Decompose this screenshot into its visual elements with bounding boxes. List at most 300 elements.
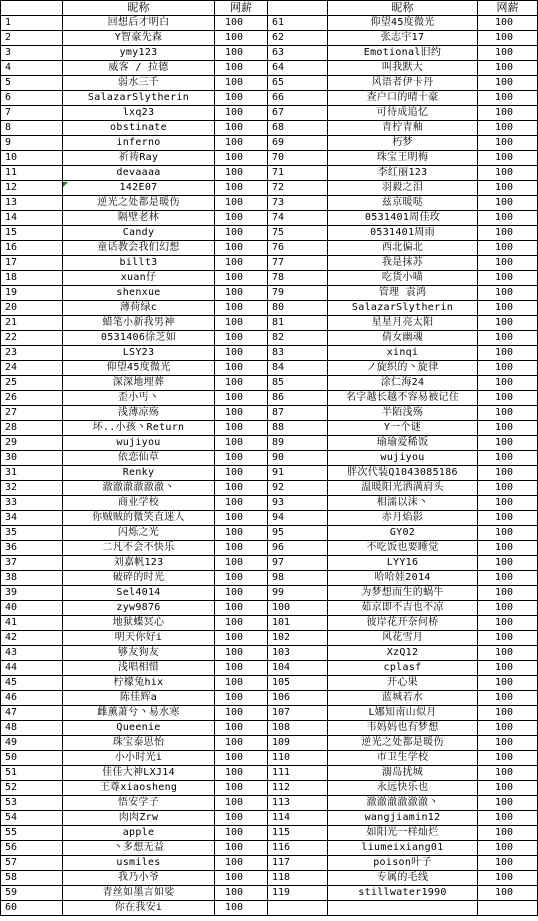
cell-salary[interactable]: 100 [478,286,538,301]
cell-nickname[interactable]: lxq23 [63,106,215,121]
cell-rank[interactable]: 35 [1,526,63,541]
cell-nickname[interactable]: 仰望45度微光 [63,361,215,376]
cell-salary[interactable] [478,901,538,916]
cell-salary[interactable]: 100 [478,166,538,181]
cell-nickname[interactable]: Sel4014 [63,586,215,601]
cell-salary[interactable]: 100 [478,421,538,436]
cell-salary[interactable]: 100 [215,691,268,706]
cell-salary[interactable]: 100 [478,736,538,751]
cell-salary[interactable]: 100 [478,406,538,421]
cell-rank[interactable]: 78 [268,271,328,286]
cell-salary[interactable]: 100 [478,76,538,91]
cell-salary[interactable]: 100 [478,841,538,856]
cell-nickname[interactable]: 仰望45度微光 [328,16,478,31]
cell-salary[interactable]: 100 [215,196,268,211]
cell-rank[interactable]: 3 [1,46,63,61]
cell-rank[interactable]: 41 [1,616,63,631]
cell-rank[interactable]: 17 [1,256,63,271]
cell-salary[interactable]: 100 [478,331,538,346]
cell-nickname[interactable]: stillwater1990 [328,886,478,901]
cell-nickname[interactable]: 半陌浅殇 [328,406,478,421]
cell-nickname[interactable]: 刘嘉帆123 [63,556,215,571]
cell-salary[interactable]: 100 [215,676,268,691]
cell-nickname[interactable]: SalazarSlytherin [63,91,215,106]
cell-rank[interactable]: 22 [1,331,63,346]
cell-nickname[interactable]: 破碎的时光 [63,571,215,586]
cell-rank[interactable]: 2 [1,31,63,46]
cell-nickname[interactable]: 羽毅之泪 [328,181,478,196]
cell-nickname[interactable]: 开心果 [328,676,478,691]
cell-rank[interactable]: 97 [268,556,328,571]
cell-rank[interactable]: 71 [268,166,328,181]
cell-nickname[interactable]: xuan仔 [63,271,215,286]
cell-nickname[interactable]: poison叶子 [328,856,478,871]
cell-nickname[interactable]: Emotional旧约 [328,46,478,61]
cell-rank[interactable]: 65 [268,76,328,91]
cell-rank[interactable]: 118 [268,871,328,886]
cell-rank[interactable]: 89 [268,436,328,451]
cell-nickname[interactable]: 蓝城若水 [328,691,478,706]
cell-rank[interactable]: 81 [268,316,328,331]
cell-salary[interactable]: 100 [478,676,538,691]
cell-rank[interactable]: 16 [1,241,63,256]
cell-rank[interactable]: 111 [268,766,328,781]
cell-rank[interactable]: 110 [268,751,328,766]
cell-rank[interactable]: 31 [1,466,63,481]
cell-rank[interactable]: 102 [268,631,328,646]
cell-nickname[interactable]: 澈澈澈澈澈澈丶 [328,796,478,811]
cell-nickname[interactable]: 风语者伊卡丹 [328,76,478,91]
cell-rank[interactable]: 93 [268,496,328,511]
cell-nickname[interactable]: 0531406徐芝如 [63,331,215,346]
cell-rank[interactable]: 77 [268,256,328,271]
cell-rank[interactable]: 74 [268,211,328,226]
cell-rank[interactable]: 7 [1,106,63,121]
cell-salary[interactable]: 100 [215,226,268,241]
cell-nickname[interactable]: 我乃小爷 [63,871,215,886]
cell-rank[interactable]: 82 [268,331,328,346]
cell-rank[interactable]: 5 [1,76,63,91]
cell-nickname[interactable]: 王尊xiaosheng [63,781,215,796]
cell-salary[interactable]: 100 [478,826,538,841]
cell-nickname[interactable]: 明天你好i [63,631,215,646]
cell-salary[interactable]: 100 [478,121,538,136]
cell-rank[interactable]: 113 [268,796,328,811]
cell-rank[interactable]: 51 [1,766,63,781]
cell-salary[interactable]: 100 [215,796,268,811]
cell-salary[interactable]: 100 [478,721,538,736]
cell-salary[interactable]: 100 [478,511,538,526]
cell-rank[interactable]: 27 [1,406,63,421]
cell-salary[interactable]: 100 [215,376,268,391]
cell-rank[interactable]: 60 [1,901,63,916]
cell-rank[interactable]: 73 [268,196,328,211]
cell-rank[interactable]: 99 [268,586,328,601]
cell-salary[interactable]: 100 [478,106,538,121]
cell-nickname[interactable]: 你在我安i [63,901,215,916]
cell-rank[interactable]: 34 [1,511,63,526]
cell-nickname[interactable]: 柠檬兔hix [63,676,215,691]
cell-rank[interactable]: 95 [268,526,328,541]
cell-rank[interactable]: 67 [268,106,328,121]
cell-salary[interactable]: 100 [478,796,538,811]
cell-salary[interactable]: 100 [478,556,538,571]
cell-rank[interactable]: 49 [1,736,63,751]
cell-nickname[interactable]: shenxue [63,286,215,301]
cell-rank[interactable]: 45 [1,676,63,691]
cell-rank[interactable]: 18 [1,271,63,286]
cell-nickname[interactable]: 赤月焰影 [328,511,478,526]
cell-nickname[interactable]: 依恋仙草 [63,451,215,466]
cell-nickname[interactable]: 够友狗友 [63,646,215,661]
cell-salary[interactable]: 100 [478,661,538,676]
cell-nickname[interactable]: cplasf [328,661,478,676]
cell-salary[interactable]: 100 [478,496,538,511]
cell-salary[interactable]: 100 [215,541,268,556]
cell-salary[interactable]: 100 [215,331,268,346]
cell-rank[interactable]: 24 [1,361,63,376]
cell-nickname[interactable]: 倩女幽魂 [328,331,478,346]
cell-salary[interactable]: 100 [215,181,268,196]
cell-salary[interactable]: 100 [215,61,268,76]
cell-nickname[interactable]: 0531401周佳玫 [328,211,478,226]
cell-nickname[interactable]: usmiles [63,856,215,871]
cell-rank[interactable]: 37 [1,556,63,571]
cell-salary[interactable]: 100 [215,346,268,361]
cell-rank[interactable]: 92 [268,481,328,496]
cell-nickname[interactable]: xinqi [328,346,478,361]
cell-rank[interactable]: 53 [1,796,63,811]
cell-rank[interactable]: 44 [1,661,63,676]
cell-salary[interactable]: 100 [478,646,538,661]
cell-salary[interactable]: 100 [478,346,538,361]
cell-salary[interactable]: 100 [215,76,268,91]
cell-nickname[interactable]: GY02 [328,526,478,541]
cell-rank[interactable]: 66 [268,91,328,106]
cell-salary[interactable]: 100 [215,361,268,376]
cell-rank[interactable]: 96 [268,541,328,556]
cell-nickname[interactable]: billt3 [63,256,215,271]
cell-rank[interactable]: 88 [268,421,328,436]
cell-rank[interactable]: 114 [268,811,328,826]
cell-salary[interactable]: 100 [215,106,268,121]
cell-nickname[interactable]: obstinate [63,121,215,136]
cell-nickname[interactable]: XzQ12 [328,646,478,661]
cell-rank[interactable]: 14 [1,211,63,226]
cell-rank[interactable]: 100 [268,601,328,616]
cell-nickname[interactable]: 如阳光一样灿烂 [328,826,478,841]
cell-nickname[interactable]: wujiyou [63,436,215,451]
cell-salary[interactable]: 100 [478,706,538,721]
cell-salary[interactable]: 100 [215,211,268,226]
cell-salary[interactable]: 100 [215,421,268,436]
cell-rank[interactable]: 116 [268,841,328,856]
cell-nickname[interactable]: 为梦想而生的蜗牛 [328,586,478,601]
cell-rank[interactable]: 19 [1,286,63,301]
cell-nickname[interactable]: 珠宝泰思怡 [63,736,215,751]
cell-rank[interactable]: 32 [1,481,63,496]
cell-rank[interactable]: 40 [1,601,63,616]
cell-rank[interactable]: 61 [268,16,328,31]
cell-rank[interactable]: 108 [268,721,328,736]
cell-rank[interactable]: 112 [268,781,328,796]
cell-salary[interactable]: 100 [478,301,538,316]
cell-salary[interactable]: 100 [478,91,538,106]
cell-salary[interactable]: 100 [478,571,538,586]
cell-rank[interactable]: 57 [1,856,63,871]
cell-rank[interactable]: 94 [268,511,328,526]
cell-rank[interactable]: 21 [1,316,63,331]
cell-nickname[interactable]: 弱水三千 [63,76,215,91]
cell-rank[interactable]: 69 [268,136,328,151]
cell-salary[interactable]: 100 [215,751,268,766]
cell-rank[interactable]: 30 [1,451,63,466]
cell-salary[interactable]: 100 [215,286,268,301]
cell-nickname[interactable]: 查户口的晴十豪 [328,91,478,106]
cell-rank[interactable]: 23 [1,346,63,361]
cell-salary[interactable]: 100 [478,31,538,46]
cell-nickname[interactable]: 彼岸花开奈何桥 [328,616,478,631]
cell-salary[interactable]: 100 [215,391,268,406]
cell-nickname[interactable]: 回想后才明白 [63,16,215,31]
cell-salary[interactable]: 100 [478,481,538,496]
cell-nickname[interactable]: 温暖阳光洒满肩头 [328,481,478,496]
cell-salary[interactable]: 100 [478,466,538,481]
cell-rank[interactable]: 50 [1,751,63,766]
cell-salary[interactable]: 100 [215,736,268,751]
cell-salary[interactable]: 100 [478,151,538,166]
cell-nickname[interactable]: 茹京即不吉也不凉 [328,601,478,616]
cell-nickname[interactable]: 浅薄凉殇 [63,406,215,421]
cell-rank[interactable]: 83 [268,346,328,361]
cell-salary[interactable]: 100 [478,256,538,271]
cell-nickname[interactable]: 祈祷Ray [63,151,215,166]
cell-salary[interactable]: 100 [478,811,538,826]
cell-salary[interactable]: 100 [215,841,268,856]
cell-nickname[interactable]: 吃货小喵 [328,271,478,286]
cell-salary[interactable]: 100 [478,451,538,466]
cell-salary[interactable]: 100 [215,406,268,421]
cell-nickname[interactable]: 叫我默大 [328,61,478,76]
cell-rank[interactable]: 26 [1,391,63,406]
cell-nickname[interactable]: 李红丽123 [328,166,478,181]
cell-rank[interactable]: 9 [1,136,63,151]
cell-rank[interactable]: 1 [1,16,63,31]
cell-nickname[interactable]: 隔壁老林 [63,211,215,226]
cell-salary[interactable]: 100 [215,271,268,286]
cell-salary[interactable]: 100 [215,46,268,61]
cell-rank[interactable]: 29 [1,436,63,451]
cell-rank[interactable]: 20 [1,301,63,316]
cell-nickname[interactable]: 青柠青釉 [328,121,478,136]
cell-rank[interactable]: 47 [1,706,63,721]
cell-nickname[interactable]: 市卫生学校 [328,751,478,766]
cell-salary[interactable]: 100 [478,271,538,286]
cell-salary[interactable]: 100 [478,691,538,706]
cell-nickname[interactable]: 肉肉Zrw [63,811,215,826]
cell-nickname[interactable]: 永远快乐也 [328,781,478,796]
cell-salary[interactable]: 100 [215,586,268,601]
cell-salary[interactable]: 100 [215,241,268,256]
cell-rank[interactable]: 63 [268,46,328,61]
cell-rank[interactable]: 56 [1,841,63,856]
cell-nickname[interactable]: 涂仁海24 [328,376,478,391]
cell-salary[interactable]: 100 [478,631,538,646]
cell-rank[interactable]: 33 [1,496,63,511]
cell-salary[interactable]: 100 [478,391,538,406]
cell-salary[interactable]: 100 [215,526,268,541]
cell-nickname[interactable]: 薄荷绿c [63,301,215,316]
cell-rank[interactable]: 115 [268,826,328,841]
cell-nickname[interactable]: 蜡笔小新我男神 [63,316,215,331]
cell-rank[interactable] [268,901,328,916]
cell-nickname[interactable]: Y智豪先森 [63,31,215,46]
cell-salary[interactable]: 100 [478,616,538,631]
cell-nickname[interactable]: 悟安学子 [63,796,215,811]
cell-rank[interactable]: 70 [268,151,328,166]
cell-rank[interactable]: 6 [1,91,63,106]
cell-nickname[interactable]: Queenie [63,721,215,736]
cell-salary[interactable]: 100 [478,196,538,211]
cell-salary[interactable]: 100 [478,436,538,451]
cell-salary[interactable]: 100 [215,301,268,316]
cell-nickname[interactable]: 闪烁之光 [63,526,215,541]
cell-rank[interactable]: 101 [268,616,328,631]
cell-rank[interactable]: 75 [268,226,328,241]
cell-rank[interactable]: 10 [1,151,63,166]
cell-salary[interactable]: 100 [478,766,538,781]
cell-salary[interactable]: 100 [215,451,268,466]
cell-rank[interactable]: 11 [1,166,63,181]
cell-nickname[interactable]: 青丝如墨言如娑 [63,886,215,901]
cell-salary[interactable]: 100 [215,631,268,646]
cell-rank[interactable]: 105 [268,676,328,691]
cell-nickname[interactable]: zyw9876 [63,601,215,616]
cell-rank[interactable]: 52 [1,781,63,796]
cell-nickname[interactable]: ノ旋织的丶旋律 [328,361,478,376]
cell-nickname[interactable]: apple [63,826,215,841]
cell-nickname[interactable]: 陈佳辉a [63,691,215,706]
cell-rank[interactable]: 79 [268,286,328,301]
cell-rank[interactable]: 59 [1,886,63,901]
cell-salary[interactable]: 100 [215,871,268,886]
cell-salary[interactable]: 100 [215,781,268,796]
cell-salary[interactable]: 100 [215,436,268,451]
cell-rank[interactable]: 48 [1,721,63,736]
cell-salary[interactable]: 100 [478,856,538,871]
cell-salary[interactable]: 100 [215,316,268,331]
cell-salary[interactable]: 100 [478,361,538,376]
cell-nickname[interactable]: LSY23 [63,346,215,361]
cell-salary[interactable]: 100 [215,31,268,46]
cell-salary[interactable]: 100 [215,256,268,271]
cell-salary[interactable]: 100 [215,811,268,826]
cell-rank[interactable]: 42 [1,631,63,646]
cell-rank[interactable]: 98 [268,571,328,586]
cell-nickname[interactable]: SalazarSlytherin [328,301,478,316]
cell-rank[interactable]: 85 [268,376,328,391]
cell-salary[interactable]: 100 [215,16,268,31]
cell-salary[interactable]: 100 [215,616,268,631]
cell-nickname[interactable]: 坏..小孩丶Return [63,421,215,436]
cell-salary[interactable]: 100 [478,181,538,196]
cell-nickname[interactable]: 朽梦 [328,136,478,151]
cell-rank[interactable]: 91 [268,466,328,481]
cell-rank[interactable]: 106 [268,691,328,706]
cell-nickname[interactable]: Y一个谜 [328,421,478,436]
cell-salary[interactable]: 100 [478,61,538,76]
cell-nickname[interactable]: 溺岛扰城 [328,766,478,781]
cell-nickname[interactable]: 你贼贼的微笑直迷人 [63,511,215,526]
cell-salary[interactable]: 100 [215,826,268,841]
cell-nickname[interactable]: 相濡以沫丶 [328,496,478,511]
cell-salary[interactable]: 100 [215,571,268,586]
cell-nickname[interactable]: 哈哈娃2014 [328,571,478,586]
cell-salary[interactable]: 100 [215,901,268,916]
cell-nickname[interactable]: 商业学校 [63,496,215,511]
cell-salary[interactable]: 100 [478,316,538,331]
cell-salary[interactable]: 100 [215,601,268,616]
cell-nickname[interactable]: liumeixiang01 [328,841,478,856]
cell-rank[interactable]: 38 [1,571,63,586]
cell-salary[interactable]: 100 [215,151,268,166]
cell-rank[interactable]: 64 [268,61,328,76]
cell-nickname[interactable]: 丶多想无益 [63,841,215,856]
cell-rank[interactable]: 4 [1,61,63,76]
cell-nickname[interactable]: 我是抹苏 [328,256,478,271]
cell-nickname[interactable]: 小小时光i [63,751,215,766]
cell-nickname[interactable]: 歪小丐丶 [63,391,215,406]
cell-salary[interactable]: 100 [215,466,268,481]
cell-nickname[interactable]: 专属的毛线 [328,871,478,886]
cell-salary[interactable]: 100 [478,211,538,226]
cell-nickname[interactable]: 佳佳大神LXJ14 [63,766,215,781]
cell-rank[interactable]: 12 [1,181,63,196]
cell-salary[interactable]: 100 [478,601,538,616]
cell-salary[interactable]: 100 [478,241,538,256]
cell-nickname[interactable]: Candy [63,226,215,241]
cell-nickname[interactable]: 星星月亮太阳 [328,316,478,331]
cell-nickname[interactable]: devaaaa [63,166,215,181]
cell-rank[interactable]: 8 [1,121,63,136]
cell-nickname[interactable]: inferno [63,136,215,151]
cell-nickname[interactable]: 深深地埋葬 [63,376,215,391]
cell-salary[interactable]: 100 [215,646,268,661]
cell-rank[interactable]: 13 [1,196,63,211]
cell-rank[interactable]: 109 [268,736,328,751]
cell-salary[interactable]: 100 [478,376,538,391]
cell-rank[interactable]: 87 [268,406,328,421]
cell-salary[interactable]: 100 [215,511,268,526]
cell-salary[interactable]: 100 [478,16,538,31]
cell-rank[interactable]: 39 [1,586,63,601]
cell-nickname[interactable]: wujiyou [328,451,478,466]
cell-rank[interactable]: 28 [1,421,63,436]
cell-nickname[interactable]: 管理 袁鸿 [328,286,478,301]
cell-nickname[interactable]: 威客 / 拉德 [63,61,215,76]
cell-salary[interactable]: 100 [478,526,538,541]
cell-rank[interactable]: 25 [1,376,63,391]
cell-rank[interactable]: 84 [268,361,328,376]
cell-salary[interactable]: 100 [478,886,538,901]
cell-salary[interactable]: 100 [478,136,538,151]
cell-rank[interactable]: 117 [268,856,328,871]
cell-nickname[interactable]: 韦妈妈也有梦想 [328,721,478,736]
cell-nickname[interactable]: 逆光之处都是暖伤 [328,736,478,751]
cell-nickname[interactable]: 兹京暖哒 [328,196,478,211]
cell-nickname[interactable]: 浅唱相惜 [63,661,215,676]
cell-salary[interactable]: 100 [215,136,268,151]
